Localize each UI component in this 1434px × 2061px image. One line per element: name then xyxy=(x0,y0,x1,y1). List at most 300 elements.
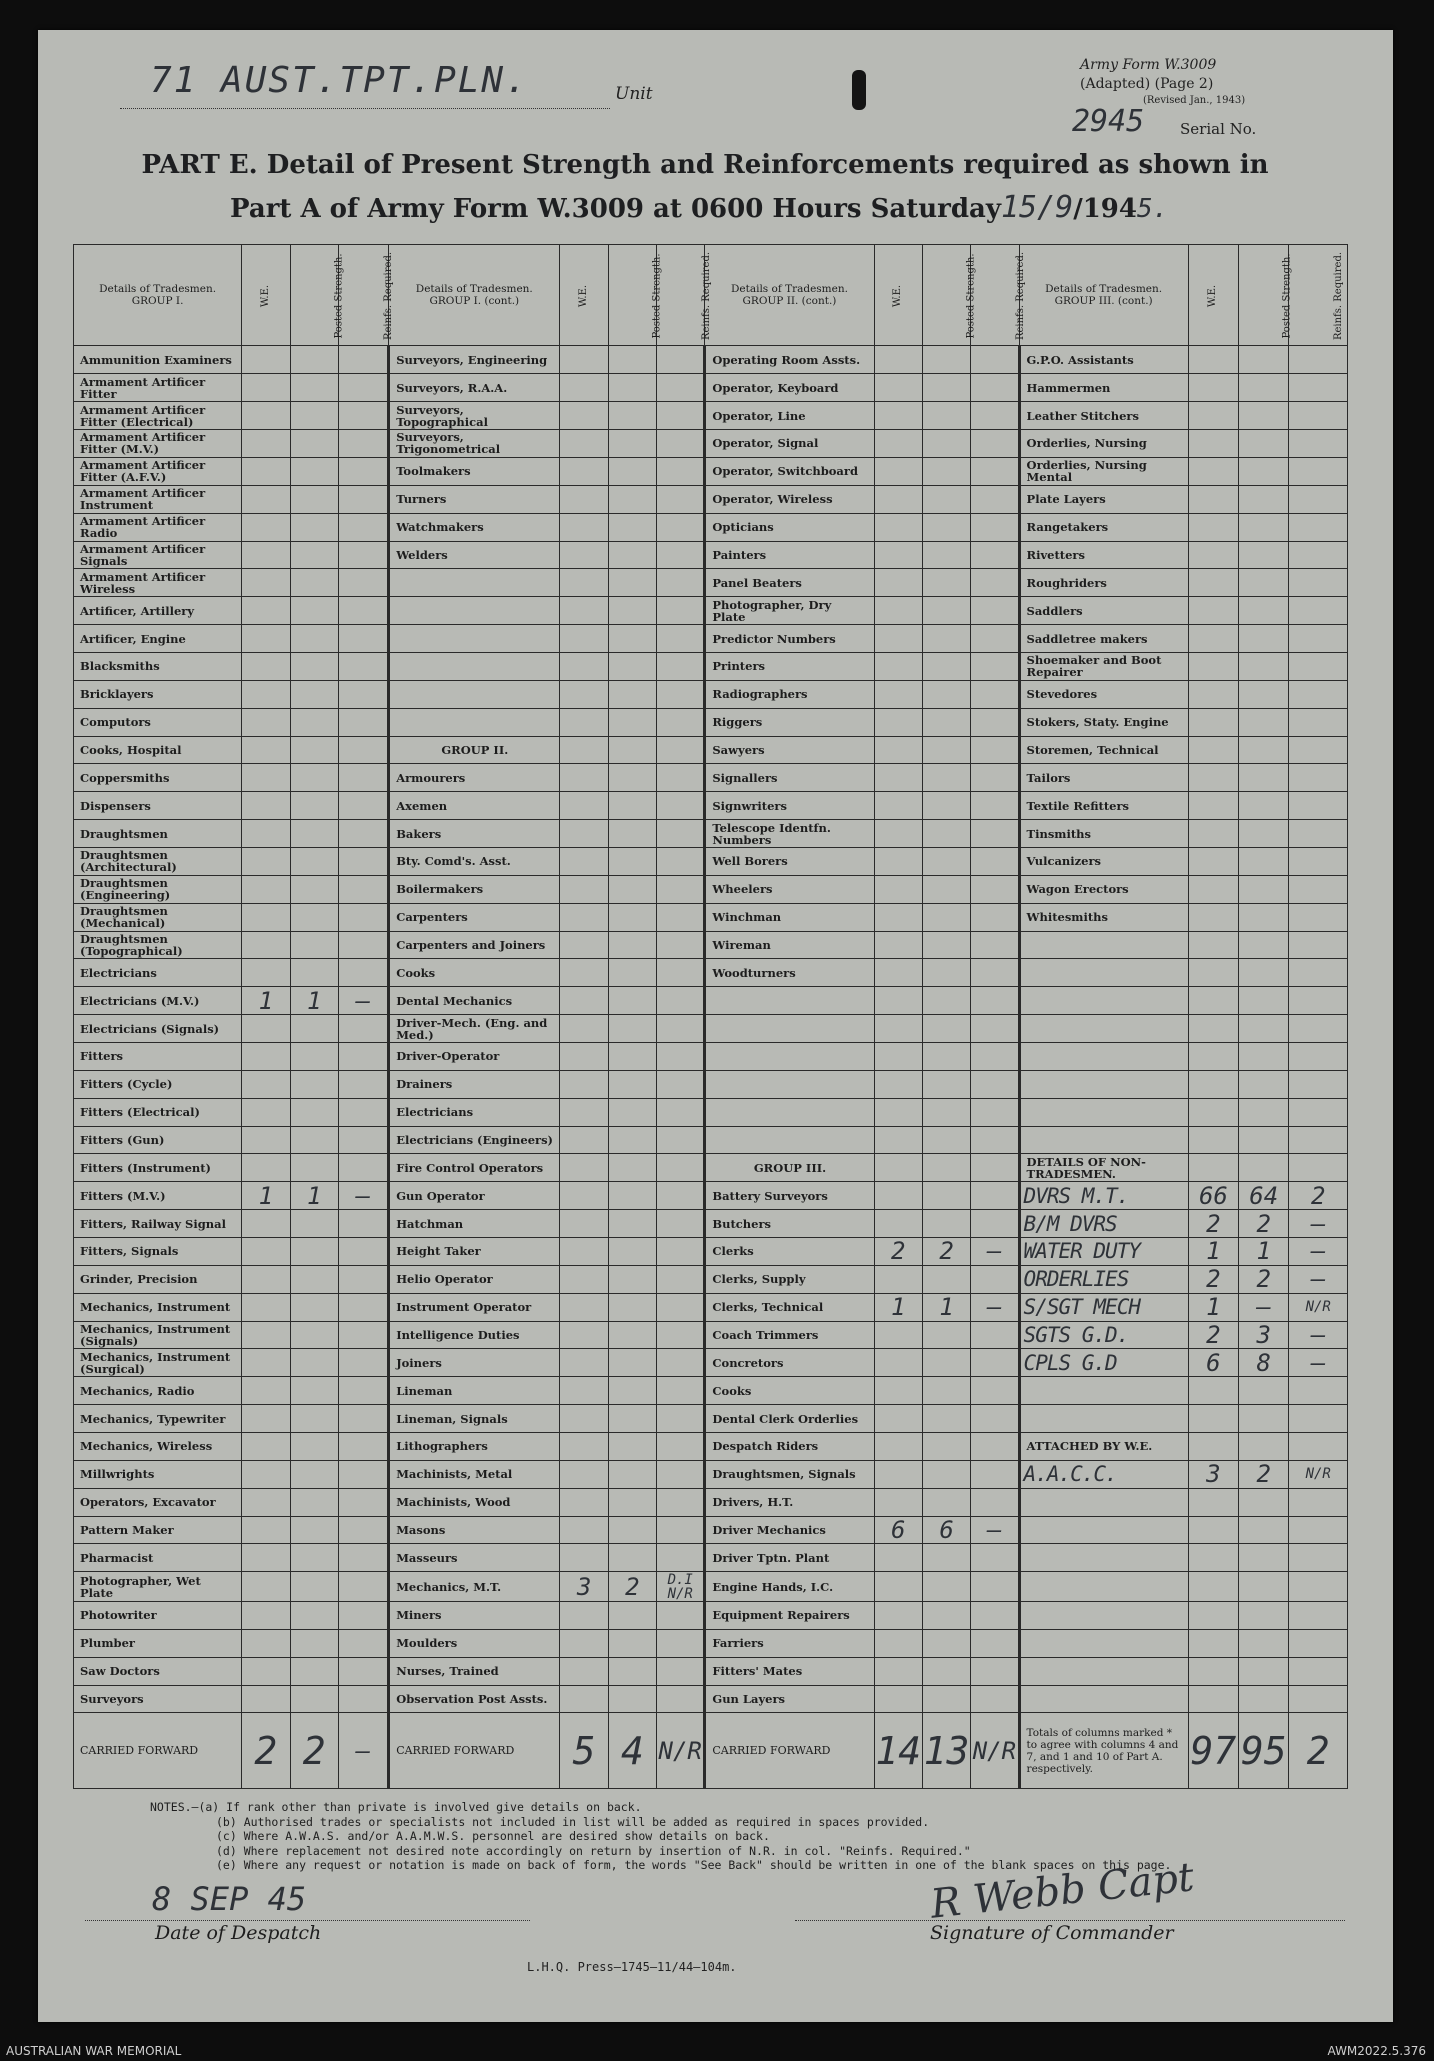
col-posted-header: Posted Strength. xyxy=(1239,245,1289,346)
trade-label-b: Surveyors, R.A.A. xyxy=(389,374,560,402)
count-cell xyxy=(1289,903,1348,931)
count-cell: N/R xyxy=(1289,1460,1348,1488)
trade-label-d: Plate Layers xyxy=(1019,485,1188,513)
note-line: (e) Where any request or notation is made on back of form, the words "See Back" should be written in one of the blank spaces on this page. xyxy=(216,1858,1172,1872)
carried-forward-value: N/R xyxy=(971,1713,1019,1789)
trade-label-a: Fitters (Gun) xyxy=(74,1126,242,1154)
trade-label-a: Draughtsmen (Architectural) xyxy=(74,847,242,875)
count-cell xyxy=(290,1042,338,1070)
count-cell xyxy=(922,875,970,903)
count-cell xyxy=(290,513,338,541)
count-cell xyxy=(242,1237,290,1265)
count-cell xyxy=(874,1015,922,1043)
trade-label-a: Electricians xyxy=(74,959,242,987)
count-cell xyxy=(1188,847,1238,875)
count-cell xyxy=(874,1657,922,1685)
count-cell xyxy=(290,625,338,653)
count-cell xyxy=(657,931,705,959)
count-cell xyxy=(1289,1629,1348,1657)
trade-label-c: Engine Hands, I.C. xyxy=(705,1572,874,1602)
count-cell xyxy=(1289,346,1348,374)
trade-label-a: Mechanics, Typewriter xyxy=(74,1405,242,1433)
count-cell xyxy=(971,1098,1019,1126)
count-cell xyxy=(338,597,388,625)
count-cell xyxy=(560,708,608,736)
count-cell xyxy=(242,402,290,430)
count-cell xyxy=(874,1126,922,1154)
trade-label-d: Rivetters xyxy=(1019,541,1188,569)
count-cell: 2 xyxy=(1188,1210,1238,1238)
count-cell xyxy=(560,1126,608,1154)
count-cell xyxy=(922,485,970,513)
count-cell xyxy=(1188,430,1238,458)
count-cell xyxy=(1239,1488,1289,1516)
count-cell xyxy=(242,1154,290,1182)
count-cell xyxy=(922,402,970,430)
trade-label-d: Tinsmiths xyxy=(1019,820,1188,848)
count-cell xyxy=(874,1544,922,1572)
count-cell xyxy=(242,1015,290,1043)
trade-label-c: Clerks, Technical xyxy=(705,1293,874,1321)
count-cell xyxy=(560,1042,608,1070)
count-cell xyxy=(874,1182,922,1210)
count-cell xyxy=(874,792,922,820)
count-cell xyxy=(560,1602,608,1630)
trade-label-d: Orderlies, Nursing Mental xyxy=(1019,457,1188,485)
col-we-header: W.E. xyxy=(242,245,290,346)
count-cell xyxy=(608,1657,656,1685)
count-cell xyxy=(971,597,1019,625)
count-cell xyxy=(1239,1154,1289,1182)
count-cell xyxy=(560,1433,608,1461)
trade-label-b: Driver-Operator xyxy=(389,1042,560,1070)
count-cell xyxy=(971,903,1019,931)
count-cell xyxy=(242,820,290,848)
count-cell xyxy=(1289,792,1348,820)
signature-label: Signature of Commander xyxy=(930,1922,1174,1944)
count-cell xyxy=(608,430,656,458)
count-cell xyxy=(1239,597,1289,625)
trade-label-a: Ammunition Examiners xyxy=(74,346,242,374)
trade-label-c: Predictor Numbers xyxy=(705,625,874,653)
count-cell xyxy=(1289,847,1348,875)
total-value: 95 xyxy=(1239,1713,1289,1789)
count-cell xyxy=(338,1098,388,1126)
count-cell xyxy=(608,764,656,792)
trade-label-a: Electricians (Signals) xyxy=(74,1015,242,1043)
count-cell xyxy=(242,708,290,736)
count-cell xyxy=(922,652,970,680)
trade-label-b: Mechanics, M.T. xyxy=(389,1572,560,1602)
trade-label-d: Roughriders xyxy=(1019,569,1188,597)
count-cell xyxy=(874,736,922,764)
count-cell xyxy=(290,875,338,903)
count-cell xyxy=(1289,1154,1348,1182)
count-cell xyxy=(922,1488,970,1516)
count-cell xyxy=(338,736,388,764)
trade-label-b: Gun Operator xyxy=(389,1182,560,1210)
carried-forward-label: CARRIED FORWARD xyxy=(74,1713,242,1789)
count-cell xyxy=(1188,346,1238,374)
count-cell xyxy=(338,1015,388,1043)
count-cell xyxy=(1239,736,1289,764)
count-cell xyxy=(1239,346,1289,374)
count-cell xyxy=(922,708,970,736)
count-cell xyxy=(1188,652,1238,680)
count-cell xyxy=(290,1237,338,1265)
table-row xyxy=(74,1042,1348,1070)
count-cell xyxy=(1289,1042,1348,1070)
count-cell xyxy=(290,1321,338,1349)
count-cell xyxy=(1188,1657,1238,1685)
count-cell xyxy=(874,569,922,597)
count-cell xyxy=(290,569,338,597)
count-cell xyxy=(560,430,608,458)
count-cell xyxy=(1289,1602,1348,1630)
table-row xyxy=(74,1098,1348,1126)
trade-label-c: Wheelers xyxy=(705,875,874,903)
count-cell xyxy=(242,513,290,541)
trade-label-b: Cooks xyxy=(389,959,560,987)
trade-label-c: Operator, Line xyxy=(705,402,874,430)
count-cell xyxy=(874,430,922,458)
count-cell xyxy=(971,625,1019,653)
trade-label-d: Stevedores xyxy=(1019,680,1188,708)
count-cell: — xyxy=(338,1182,388,1210)
trade-label-c: Operator, Keyboard xyxy=(705,374,874,402)
count-cell xyxy=(242,541,290,569)
count-cell xyxy=(608,708,656,736)
form-revised: (Revised Jan., 1943) xyxy=(1143,95,1246,106)
count-cell xyxy=(874,1070,922,1098)
count-cell xyxy=(608,1293,656,1321)
col-we-header: W.E. xyxy=(1188,245,1238,346)
trade-label-b: Welders xyxy=(389,541,560,569)
table-row xyxy=(74,903,1348,931)
count-cell xyxy=(922,1321,970,1349)
count-cell xyxy=(608,597,656,625)
count-cell xyxy=(242,1685,290,1713)
trade-label-a: Artificer, Artillery xyxy=(74,597,242,625)
trade-label-a: Artificer, Engine xyxy=(74,625,242,653)
count-cell xyxy=(1239,457,1289,485)
count-cell xyxy=(1239,1685,1289,1713)
count-cell xyxy=(1188,1405,1238,1433)
trade-label-d xyxy=(1019,1098,1188,1126)
count-cell xyxy=(290,1293,338,1321)
count-cell xyxy=(242,652,290,680)
count-cell xyxy=(560,1210,608,1238)
count-cell xyxy=(1239,430,1289,458)
table-row xyxy=(74,1321,1348,1349)
count-cell xyxy=(560,1070,608,1098)
count-cell xyxy=(657,402,705,430)
table-row xyxy=(74,736,1348,764)
count-cell xyxy=(338,513,388,541)
count-cell xyxy=(338,903,388,931)
count-cell xyxy=(242,625,290,653)
count-cell xyxy=(657,485,705,513)
trade-label-d xyxy=(1019,1377,1188,1405)
trade-label-d xyxy=(1019,1126,1188,1154)
trade-label-d: Wagon Erectors xyxy=(1019,875,1188,903)
trade-label-a: Draughtsmen (Topographical) xyxy=(74,931,242,959)
trade-label-b: Carpenters and Joiners xyxy=(389,931,560,959)
count-cell xyxy=(657,625,705,653)
table-row xyxy=(74,987,1348,1015)
trade-label-c: Opticians xyxy=(705,513,874,541)
count-cell xyxy=(1188,513,1238,541)
count-cell xyxy=(922,792,970,820)
col-group1-cont-header: Details of Tradesmen. GROUP I. (cont.) xyxy=(389,245,560,346)
count-cell xyxy=(1289,652,1348,680)
count-cell: 1 xyxy=(1188,1237,1238,1265)
count-cell xyxy=(242,1460,290,1488)
trade-label-d: Saddlers xyxy=(1019,597,1188,625)
table-row xyxy=(74,764,1348,792)
count-cell xyxy=(560,1154,608,1182)
count-cell: — xyxy=(1289,1321,1348,1349)
count-cell xyxy=(657,1488,705,1516)
trade-label-d xyxy=(1019,987,1188,1015)
count-cell xyxy=(1188,541,1238,569)
count-cell xyxy=(338,541,388,569)
count-cell xyxy=(560,820,608,848)
trade-label-b xyxy=(389,652,560,680)
count-cell xyxy=(560,1265,608,1293)
trade-label-b: Masseurs xyxy=(389,1544,560,1572)
count-cell: 2 xyxy=(1239,1210,1289,1238)
trade-label-c: Driver Tptn. Plant xyxy=(705,1544,874,1572)
count-cell xyxy=(560,1405,608,1433)
trade-label-a: Fitters, Railway Signal xyxy=(74,1210,242,1238)
trade-label-a: Fitters (Electrical) xyxy=(74,1098,242,1126)
count-cell xyxy=(338,1544,388,1572)
count-cell xyxy=(608,652,656,680)
credit-left: AUSTRALIAN WAR MEMORIAL xyxy=(6,2044,182,2058)
count-cell xyxy=(290,820,338,848)
trade-label-b: GROUP II. xyxy=(389,736,560,764)
count-cell xyxy=(1188,903,1238,931)
count-cell xyxy=(657,1460,705,1488)
count-cell xyxy=(971,1042,1019,1070)
count-cell xyxy=(1188,959,1238,987)
count-cell xyxy=(560,736,608,764)
count-cell: 2 xyxy=(1188,1321,1238,1349)
despatch-line xyxy=(85,1920,530,1921)
count-cell xyxy=(1289,513,1348,541)
count-cell xyxy=(1239,1657,1289,1685)
trade-label-a: Armament Artificer Fitter (A.F.V.) xyxy=(74,457,242,485)
count-cell xyxy=(874,764,922,792)
count-cell xyxy=(1289,764,1348,792)
count-cell xyxy=(608,1015,656,1043)
count-cell xyxy=(874,1602,922,1630)
count-cell xyxy=(657,430,705,458)
count-cell xyxy=(1188,1377,1238,1405)
count-cell xyxy=(657,820,705,848)
trade-label-d: S/SGT MECH xyxy=(1019,1293,1188,1321)
col-reinfs-header: Reinfs. Required. xyxy=(1289,245,1348,346)
count-cell xyxy=(242,1349,290,1377)
count-cell xyxy=(290,847,338,875)
count-cell xyxy=(657,569,705,597)
trade-label-c xyxy=(705,1042,874,1070)
count-cell xyxy=(338,430,388,458)
count-cell xyxy=(242,1433,290,1461)
count-cell xyxy=(1188,1685,1238,1713)
count-cell xyxy=(874,485,922,513)
count-cell xyxy=(608,1544,656,1572)
trade-label-a: Blacksmiths xyxy=(74,652,242,680)
trade-label-d: Stokers, Staty. Engine xyxy=(1019,708,1188,736)
count-cell xyxy=(608,1405,656,1433)
trade-label-c: Dental Clerk Orderlies xyxy=(705,1405,874,1433)
count-cell xyxy=(922,764,970,792)
trade-label-b: Lineman, Signals xyxy=(389,1405,560,1433)
count-cell xyxy=(608,569,656,597)
count-cell xyxy=(1239,1042,1289,1070)
trade-label-b: Instrument Operator xyxy=(389,1293,560,1321)
count-cell xyxy=(657,1070,705,1098)
count-cell xyxy=(1239,987,1289,1015)
table-row xyxy=(74,597,1348,625)
table-row xyxy=(74,1433,1348,1461)
table-row xyxy=(74,402,1348,430)
count-cell xyxy=(874,875,922,903)
count-cell xyxy=(608,736,656,764)
count-cell xyxy=(338,346,388,374)
count-cell xyxy=(657,1516,705,1544)
trade-label-b xyxy=(389,597,560,625)
count-cell xyxy=(338,1293,388,1321)
count-cell xyxy=(242,1126,290,1154)
count-cell xyxy=(922,847,970,875)
count-cell xyxy=(657,346,705,374)
table-row xyxy=(74,430,1348,458)
count-cell xyxy=(971,1265,1019,1293)
count-cell: 2 xyxy=(1188,1265,1238,1293)
count-cell xyxy=(1188,1516,1238,1544)
trade-label-c: Concretors xyxy=(705,1349,874,1377)
trade-label-d xyxy=(1019,1602,1188,1630)
form-adapted: (Adapted) (Page 2) xyxy=(1080,76,1214,92)
count-cell xyxy=(560,1685,608,1713)
serial-value: 2945 xyxy=(1072,104,1145,139)
table-row xyxy=(74,1015,1348,1043)
trade-label-b: Nurses, Trained xyxy=(389,1657,560,1685)
count-cell xyxy=(242,736,290,764)
count-cell xyxy=(1289,1405,1348,1433)
count-cell xyxy=(922,1042,970,1070)
trade-label-d: DVRS M.T. xyxy=(1019,1182,1188,1210)
trade-label-a: Pharmacist xyxy=(74,1544,242,1572)
trade-label-c xyxy=(705,1070,874,1098)
form-number: Army Form W.3009 xyxy=(1080,57,1217,73)
trade-label-a: Photographer, Wet Plate xyxy=(74,1572,242,1602)
count-cell xyxy=(971,485,1019,513)
count-cell xyxy=(1188,569,1238,597)
count-cell xyxy=(1188,1572,1238,1602)
trade-label-c: Signwriters xyxy=(705,792,874,820)
count-cell: 6 xyxy=(922,1516,970,1544)
count-cell xyxy=(608,680,656,708)
trade-label-a: Coppersmiths xyxy=(74,764,242,792)
title-line-1: PART E. Detail of Present Strength and Reinforcements required as shown in xyxy=(141,150,1269,180)
trade-label-d: Saddletree makers xyxy=(1019,625,1188,653)
count-cell xyxy=(608,931,656,959)
trade-label-a: Saw Doctors xyxy=(74,1657,242,1685)
count-cell xyxy=(1289,1572,1348,1602)
table-row xyxy=(74,1629,1348,1657)
trade-label-a: Surveyors xyxy=(74,1685,242,1713)
count-cell xyxy=(338,1237,388,1265)
count-cell xyxy=(922,1182,970,1210)
count-cell xyxy=(657,708,705,736)
count-cell xyxy=(242,1544,290,1572)
count-cell xyxy=(560,457,608,485)
count-cell xyxy=(290,1572,338,1602)
count-cell xyxy=(874,820,922,848)
trade-label-d xyxy=(1019,931,1188,959)
table-body xyxy=(74,245,1348,1789)
commander-signature: R Webb Capt xyxy=(928,1854,1197,1928)
trade-label-d: Tailors xyxy=(1019,764,1188,792)
count-cell xyxy=(560,513,608,541)
count-cell: 1 xyxy=(242,987,290,1015)
count-cell xyxy=(338,1629,388,1657)
count-cell xyxy=(338,820,388,848)
trade-label-d: CPLS G.D xyxy=(1019,1349,1188,1377)
carried-forward-label: CARRIED FORWARD xyxy=(389,1713,560,1789)
count-cell xyxy=(971,430,1019,458)
table-row xyxy=(74,931,1348,959)
count-cell xyxy=(290,1210,338,1238)
count-cell xyxy=(608,1265,656,1293)
count-cell xyxy=(1239,1377,1289,1405)
count-cell xyxy=(874,931,922,959)
count-cell xyxy=(922,569,970,597)
count-cell xyxy=(338,374,388,402)
count-cell xyxy=(608,1321,656,1349)
count-cell xyxy=(290,1098,338,1126)
trade-label-b: Miners xyxy=(389,1602,560,1630)
table-row xyxy=(74,541,1348,569)
count-cell xyxy=(874,708,922,736)
count-cell xyxy=(1289,1544,1348,1572)
count-cell xyxy=(922,1265,970,1293)
table-row xyxy=(74,1349,1348,1377)
col-we-header: W.E. xyxy=(560,245,608,346)
trade-label-a: Armament Artificer Radio xyxy=(74,513,242,541)
trade-label-b: Electricians (Engineers) xyxy=(389,1126,560,1154)
count-cell xyxy=(1289,597,1348,625)
count-cell xyxy=(290,402,338,430)
trade-label-b: Helio Operator xyxy=(389,1265,560,1293)
count-cell xyxy=(560,1544,608,1572)
table-row xyxy=(74,1182,1348,1210)
count-cell xyxy=(560,931,608,959)
count-cell xyxy=(608,1098,656,1126)
count-cell xyxy=(290,1349,338,1377)
count-cell xyxy=(338,485,388,513)
count-cell xyxy=(242,847,290,875)
count-cell xyxy=(338,1433,388,1461)
punch-hole xyxy=(852,70,866,110)
trade-label-b xyxy=(389,625,560,653)
trade-label-d: G.P.O. Assistants xyxy=(1019,346,1188,374)
count-cell xyxy=(657,541,705,569)
